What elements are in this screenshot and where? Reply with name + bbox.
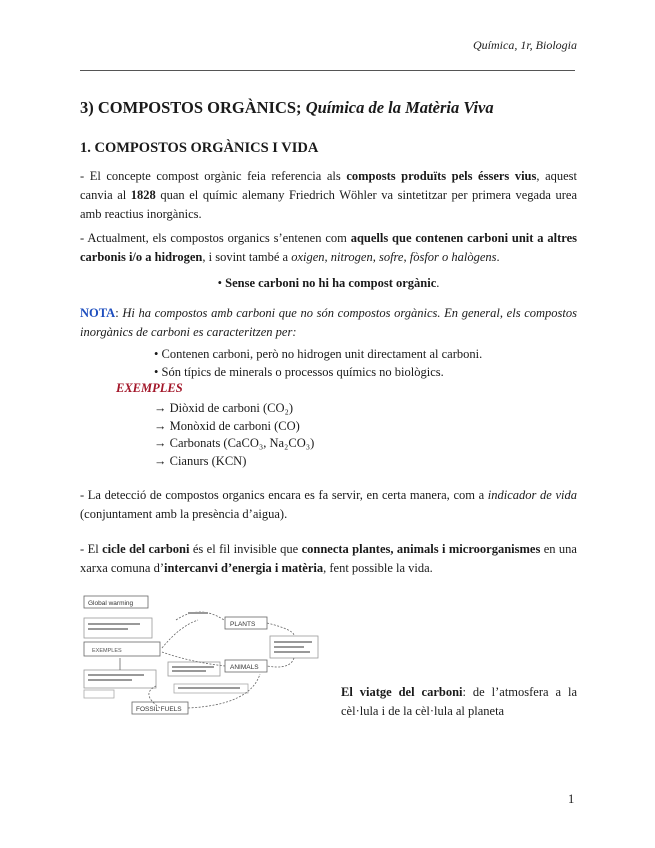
text-bold: cicle del carboni xyxy=(102,542,190,556)
diagram-label-plants: PLANTS xyxy=(230,621,256,628)
text-run: - Actualment, els compostos organics s’entenen com xyxy=(80,231,351,245)
paragraph-history xyxy=(80,167,577,224)
diagram-caption xyxy=(341,683,577,721)
page-number: 1 xyxy=(568,792,575,806)
key-statement xyxy=(80,276,577,291)
caption-text: : de l’atmosfera a la cèl·lula i de la cèl·lula al planeta xyxy=(341,685,577,718)
text-bold: aquells que contenen carboni unit a altres carbonis i/o a hidrogen xyxy=(80,231,577,264)
text-run: quan el químic alemany Friedrich Wöhler va sintetitzar per primera vegada urea amb reactius inorgànics. xyxy=(80,188,577,221)
diagram-label-exemples: EXEMPLES xyxy=(92,648,122,654)
text-run: . xyxy=(496,250,500,264)
text-bold: connecta plantes, animals i microorganismes xyxy=(301,542,541,556)
note-text: Hi ha compostos amb carboni que no són compostos orgànics. En general, els compostos inorgànics de carboni es caracteritzen per: xyxy=(80,306,577,339)
text-run: , aquest canvia al xyxy=(80,169,578,202)
title-subtitle: Química de la Matèria Viva xyxy=(305,98,494,117)
text-run: - El concepte compost orgànic feia referencia als xyxy=(80,169,347,183)
text-run: , i sovint també a xyxy=(202,250,292,264)
note-paragraph xyxy=(80,304,577,342)
list-item: → Monòxid de carboni (CO) xyxy=(154,418,300,433)
diagram-label-fossil: FOSSIL FUELS xyxy=(136,706,182,713)
diagram-label-animals: ANIMALS xyxy=(230,664,259,671)
paragraph-detection xyxy=(80,486,577,524)
text-run: - La detecció de compostos organics encara es fa servir, en certa manera, com a xyxy=(80,488,488,502)
paragraph-carbon-cycle xyxy=(80,540,577,578)
paragraph-definition xyxy=(80,229,577,267)
text-run: : xyxy=(115,306,123,320)
note-label: NOTA xyxy=(80,306,116,320)
header-rule xyxy=(80,70,575,71)
text-run: en una xarxa comuna d’ xyxy=(80,542,577,575)
text-run: - El xyxy=(80,542,103,556)
caption-title: El viatge del carboni xyxy=(341,685,463,699)
title-main: 3) COMPOSTOS ORGÀNICS; xyxy=(80,98,302,117)
list-item: • Contenen carboni, però no hidrogen unit directament al carboni. xyxy=(154,347,483,361)
text-bold: 1828 xyxy=(130,188,156,202)
text-italic: oxigen, nitrogen, sofre, fòsfor o halògens xyxy=(291,250,497,264)
text-run: (conjuntament amb la presència d’aigua). xyxy=(80,507,288,521)
list-item: → Cianurs (KCN) xyxy=(154,453,247,468)
diagram-label-global: Global warming xyxy=(88,600,134,607)
bullet-list xyxy=(154,345,482,381)
text-run: . xyxy=(436,276,440,290)
section-heading: 1. COMPOSTOS ORGÀNICS I VIDA xyxy=(80,140,319,156)
text-run: és el fil invisible que xyxy=(189,542,302,556)
list-item: • Són típics de minerals o processos químics no biològics. xyxy=(154,365,444,379)
document-title xyxy=(80,98,494,118)
text-run: , fent possible la vida. xyxy=(323,561,433,575)
examples-label: EXEMPLES xyxy=(116,381,183,395)
text-bold: intercanvi d’energia i matèria xyxy=(164,561,324,575)
text-italic: indicador de vida xyxy=(487,488,577,502)
text-bold: composts produïts pels éssers vius xyxy=(346,169,537,183)
bullet: • xyxy=(217,276,226,290)
list-item: → Diòxid de carboni (CO₂) xyxy=(154,401,294,415)
carbon-cycle-diagram xyxy=(80,590,328,720)
list-item: → Carbonats (CaCO₃, Na₂CO₃) xyxy=(154,436,315,450)
text-bold: Sense carboni no hi ha compost orgànic xyxy=(225,276,437,290)
examples-list xyxy=(154,400,314,470)
page-header: Química, 1r, Biologia xyxy=(473,38,577,52)
